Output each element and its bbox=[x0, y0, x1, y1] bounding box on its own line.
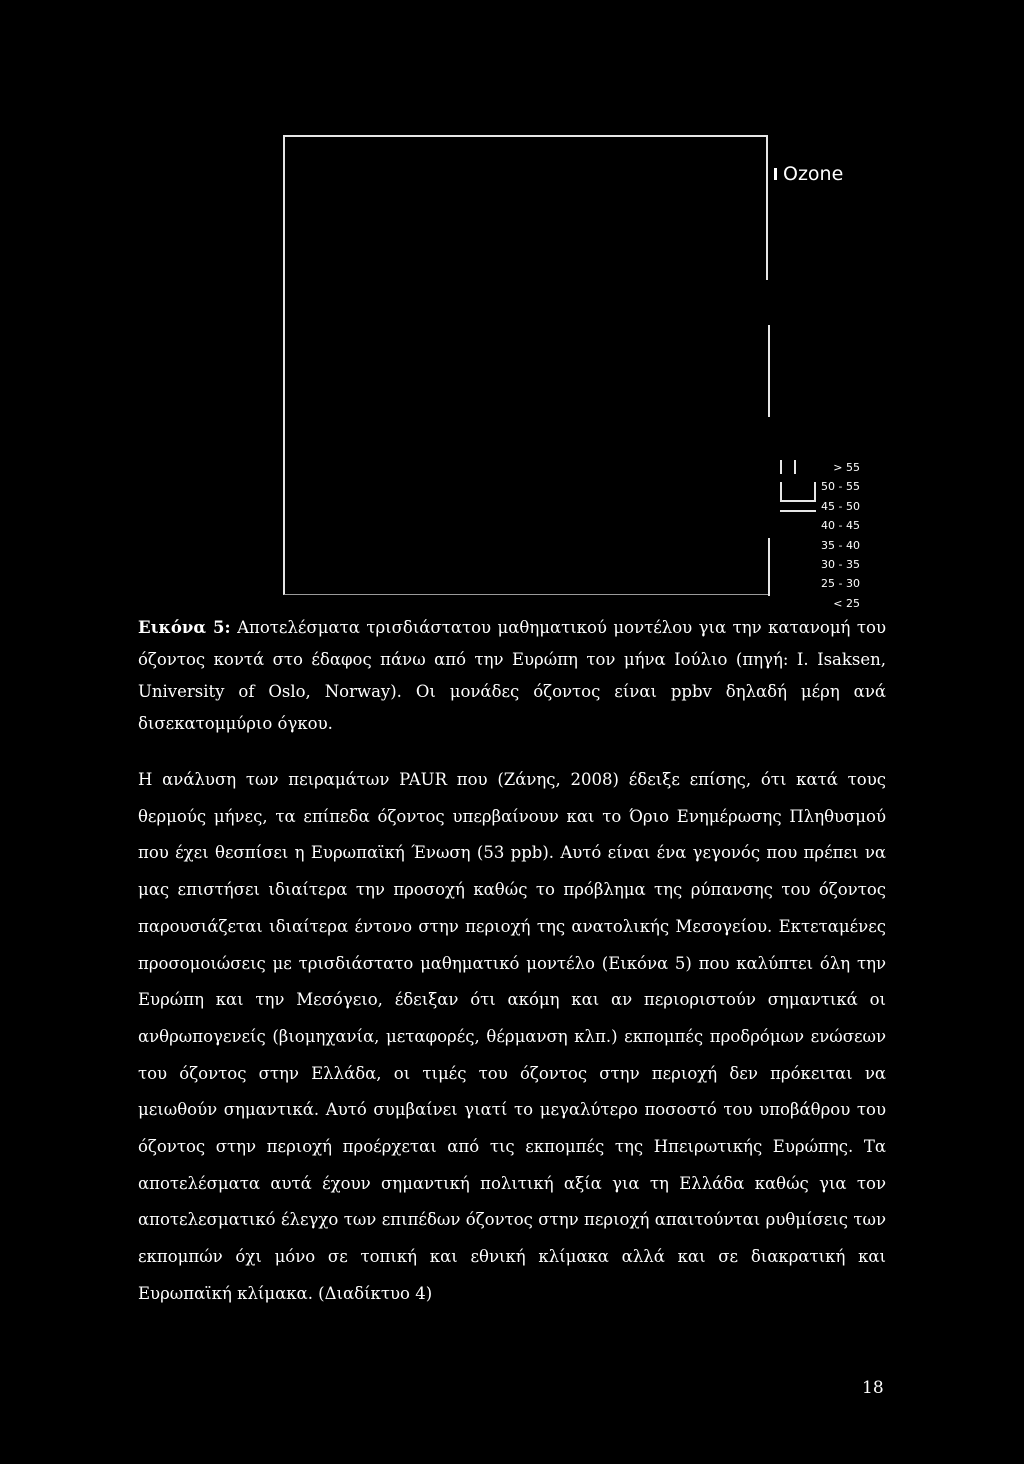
legend-swatch-line bbox=[780, 460, 782, 474]
legend-swatch-line bbox=[780, 500, 816, 502]
caption-label: Εικόνα 5: bbox=[138, 618, 231, 637]
legend-swatch-line bbox=[794, 460, 796, 474]
ozone-map-figure bbox=[283, 135, 768, 595]
legend-label: < 25 bbox=[833, 596, 860, 610]
legend-label: 40 - 45 bbox=[821, 519, 860, 533]
legend-label: 35 - 40 bbox=[821, 538, 860, 552]
caption-text: Αποτελέσματα τρισδιάστατου μαθηματικού μοντέλου για την κατανομή του όζοντος κοντά στο έδαφος πάνω από την Ευρώπη τον μήνα Ιούλιο (πηγή: Ι. Isaksen, University of Oslo, Norway). Οι μονάδες όζοντος είναι ppbv δηλαδή μέρη ανά δισεκατομμύριο όγκου. bbox=[138, 618, 886, 733]
legend-swatch-line bbox=[780, 510, 816, 512]
page-number: 18 bbox=[862, 1378, 884, 1398]
legend-label: 50 - 55 bbox=[821, 480, 860, 494]
figure-caption bbox=[138, 612, 886, 740]
figure-title: Ozone bbox=[783, 163, 844, 185]
legend-label: 25 - 30 bbox=[821, 577, 860, 591]
legend-swatch-line bbox=[780, 482, 782, 502]
figure-title-marker bbox=[774, 168, 777, 180]
legend-label: > 55 bbox=[833, 461, 860, 474]
figure-frame-line bbox=[768, 325, 770, 417]
legend-label: 45 - 50 bbox=[821, 499, 860, 513]
figure-frame-line bbox=[768, 538, 770, 596]
body-paragraph: Η ανάλυση των πειραμάτων PAUR που (Ζάνης, 2008) έδειξε επίσης, ότι κατά τους θερμούς μήνες, τα επίπεδα όζοντος υπερβαίνουν και το Όριο Ενημέρωσης Πληθυσμού που έχει θεσπίσει η Ευρωπαϊκή Ένωση (53 ppb). Αυτό είναι ένα γεγονός που πρέπει να μας επιστήσει ιδιαίτερα την προσοχή καθώς το πρόβλημα της ρύπανσης του όζοντος παρουσιάζεται ιδιαίτερα έντονο στην περιοχή της ανατολικής Μεσογείου. Εκτεταμένες προσομοιώσεις με τρισδιάστατο μαθηματικό μοντέλο (Εικόνα 5) που καλύπτει όλη την Ευρώπη και την Μεσόγειο, έδειξαν ότι ακόμη και αν περιοριστούν σημαντικά οι ανθρωπογενείς (βιομηχανία, μεταφορές, θέρμανση κλπ.) εκπομπές προδρόμων ενώσεων του όζοντος στην Ελλάδα, οι τιμές του όζοντος στην περιοχή δεν πρόκειται να μειωθούν σημαντικά. Αυτό συμβαίνει γιατί το μεγαλύτερο ποσοστό του υποβάθρου του όζοντος στην περιοχή προέρχεται από τις εκπομπές της Ηπειρωτικής Ευρώπης. Τα αποτελέσματα αυτά έχουν σημαντική πολιτική αξία για τη Ελλάδα καθώς για τον αποτελεσματικό έλεγχο των επιπέδων όζοντος στην περιοχή απαιτούνται ρυθμίσεις των εκπομπών όχι μόνο σε τοπική και εθνική κλίμακα αλλά και σε διακρατική και Ευρωπαϊκή κλίμακα. (Διαδίκτυο 4) bbox=[138, 770, 886, 1303]
legend-labels bbox=[820, 458, 860, 613]
legend-swatch-line bbox=[814, 482, 816, 502]
figure-frame-line bbox=[766, 135, 768, 280]
legend-swatches bbox=[780, 458, 816, 528]
legend-label: 30 - 35 bbox=[821, 558, 860, 572]
